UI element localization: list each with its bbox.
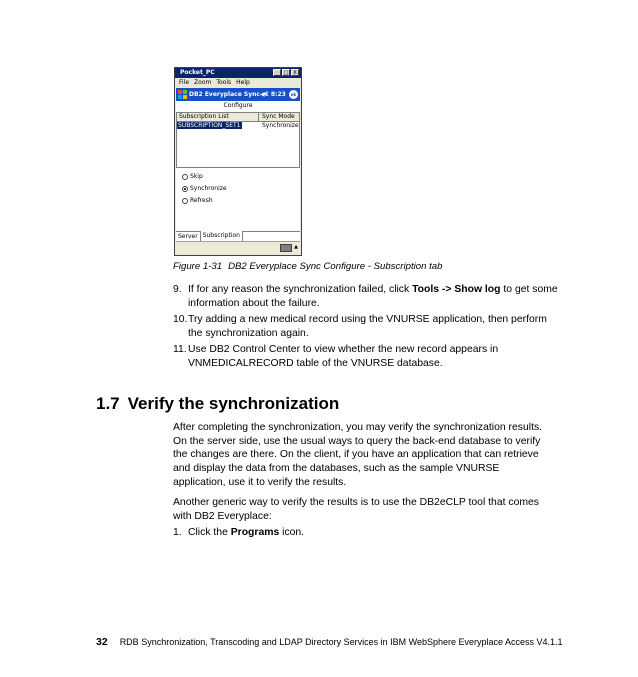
radio-skip-label: Skip [190,173,203,180]
page-number: 32 [96,636,108,648]
window-title-bar [175,68,301,78]
clock: ◀€ 8:23 [260,91,286,98]
figure-caption-text: DB2 Everyplace Sync Configure - Subscription tab [228,261,443,272]
column-header-sync-mode[interactable]: Sync Mode [262,113,295,120]
subscription-list [176,112,300,168]
section-heading [96,394,339,414]
radio-refresh-label: Refresh [190,197,213,204]
subscription-name: SUBSCRIPTION_SET1 [178,122,241,129]
list-item[interactable] [177,122,299,130]
step-11 [173,343,563,370]
menu-file[interactable]: File [179,79,190,86]
tools-show-log-label: Tools -> Show log [412,284,501,295]
section-title: Verify the synchronization [127,394,340,413]
navigation-bar [176,88,300,101]
radio-skip-indicator [182,174,188,180]
windows-start-icon[interactable] [178,90,187,99]
step-text: Click the Programs icon. [188,527,305,538]
step-click-programs [173,526,563,540]
app-name: DB2 Everyplace Sync [189,91,260,98]
step-9 [173,283,563,310]
radio-synchronize[interactable] [182,185,227,193]
step-number: 11. [173,344,187,355]
step-text: If for any reason the synchronization failed, click Tools -> Show log to get some information about the failure. [188,284,558,309]
menu-help[interactable]: Help [236,79,250,86]
minimize-button[interactable]: _ [273,69,281,76]
menu-bar [175,78,301,87]
radio-skip[interactable] [182,173,203,181]
tab-strip [176,231,300,241]
paragraph-db2eclp: Another generic way to verify the results is to use the DB2eCLP tool that comes with DB2 Everyplace: [173,497,539,522]
step-number: 1. [173,527,182,538]
radio-synchronize-label: Synchronize [190,185,227,192]
step-text: Try adding a new medical record using the VNURSE application, then perform the synchronization again. [188,314,547,339]
step-10 [173,313,563,340]
tab-subscription[interactable]: Subscription [201,231,243,241]
command-bar [176,241,300,253]
close-button[interactable]: X [291,69,299,76]
configure-heading: Configure [223,102,253,109]
pocket-pc-screenshot [174,67,302,256]
section-number: 1.7 [96,394,120,413]
step-text: Use DB2 Control Center to view whether the new record appears in VNMEDICALRECORD table of the VNURSE database. [188,344,499,369]
page-footer [96,636,563,648]
tab-server[interactable]: Server [176,232,201,241]
column-header-subscription[interactable]: Subscription List [177,113,259,121]
footer-text: RDB Synchronization, Transcoding and LDAP Directory Services in IBM WebSphere Everyplace Access V4.1.1 [119,637,563,647]
menu-tools[interactable]: Tools [216,79,232,86]
figure-number: Figure 1-31 [173,261,223,272]
step-number: 9. [173,284,182,295]
step-number: 10. [173,314,188,325]
programs-label: Programs [230,527,280,538]
subscription-sync-mode: Synchronize [262,122,299,129]
window-title: Pocket_PC [180,69,215,76]
keyboard-icon[interactable] [280,244,292,252]
radio-synchronize-indicator [182,186,188,192]
radio-refresh[interactable] [182,197,213,205]
maximize-button[interactable]: □ [283,70,289,76]
configure-panel [176,101,300,251]
radio-refresh-indicator [182,198,188,204]
paragraph-verify-results: After completing the synchronization, you may verify the synchronization results. On the server side, use the usual ways to query the back-end database to verify the changes are there. On the client, if you have an application that can retrieve and display the data from the databases, such as the sample VNURSE application, use it to verify the results. [173,422,543,488]
menu-zoom[interactable]: Zoom [194,79,212,86]
input-panel-arrow-icon[interactable]: ▲ [294,244,298,250]
figure-caption [173,261,442,272]
ok-button[interactable]: ok [290,92,297,97]
